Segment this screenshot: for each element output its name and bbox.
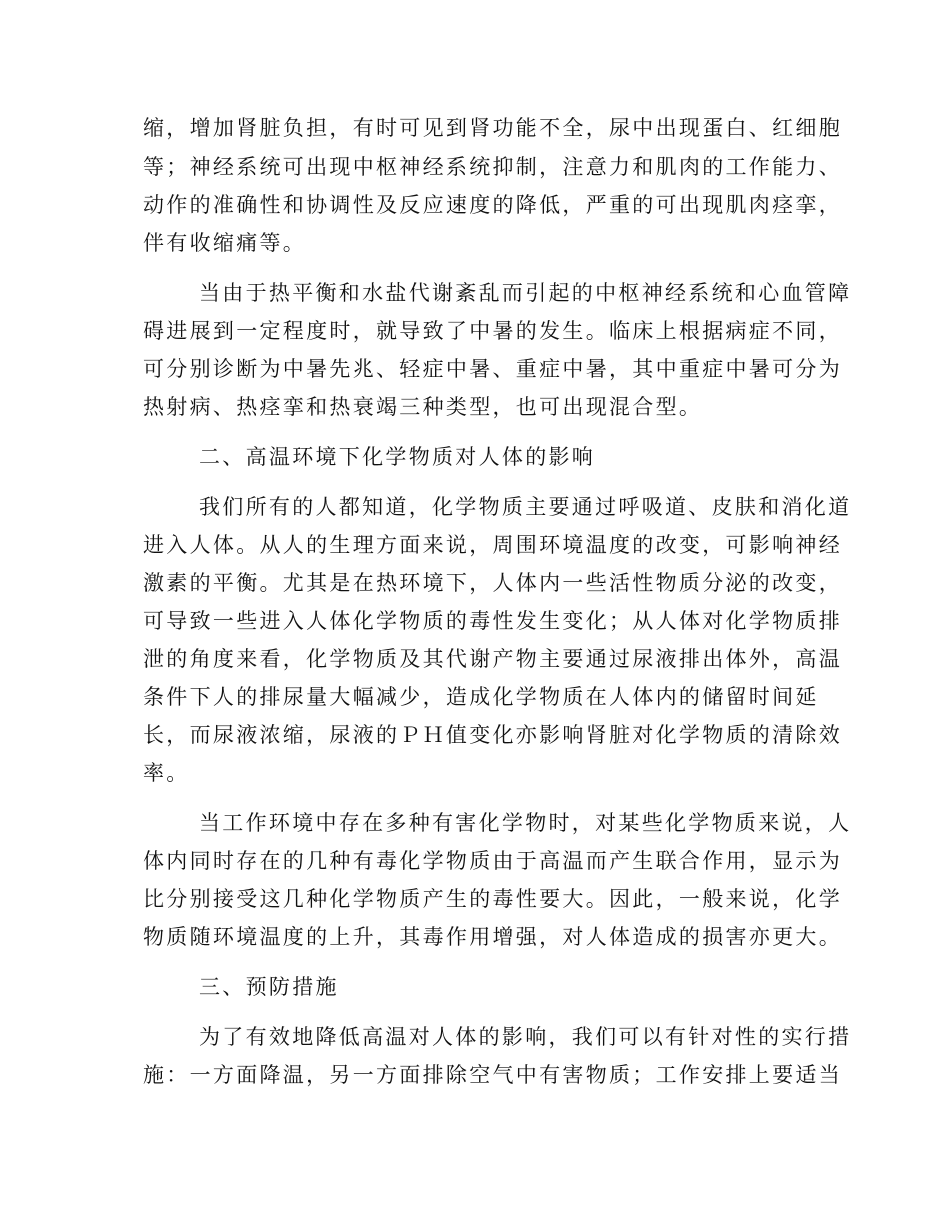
text-line: 长，而尿液浓缩，尿液的ＰＨ值变化亦影响肾脏对化学物质的清除效: [143, 723, 842, 747]
text-line: 施：一方面降温，另一方面排除空气中有害物质；工作安排上要适当: [143, 1063, 842, 1087]
text-line: 率。: [143, 761, 190, 785]
text-line: 比分别接受这几种化学物质产生的毒性要大。因此，一般来说，化学: [143, 887, 842, 911]
text-line: 碍进展到一定程度时，就导致了中暑的发生。临床上根据病症不同，: [143, 319, 842, 343]
text-line: 缩，增加肾脏负担，有时可见到肾功能不全，尿中出现蛋白、红细胞: [143, 116, 842, 140]
text-line: 当由于热平衡和水盐代谢紊乱而引起的中枢神经系统和心血管障: [199, 281, 852, 305]
text-line: 体内同时存在的几种有毒化学物质由于高温而产生联合作用，显示为: [143, 849, 842, 873]
section-heading: 三、预防措施: [199, 975, 339, 999]
text-line: 条件下人的排尿量大幅减少，造成化学物质在人体内的储留时间延: [143, 685, 819, 709]
text-line: 等；神经系统可出现中枢神经系统抑制，注意力和肌肉的工作能力、: [143, 155, 842, 179]
text-line: 物质随环境温度的上升，其毒作用增强，对人体造成的损害亦更大。: [143, 925, 842, 949]
text-line: 伴有收缩痛等。: [143, 231, 307, 255]
text-line: 当工作环境中存在多种有害化学物时，对某些化学物质来说，人: [199, 811, 852, 835]
text-line: 动作的准确性和协调性及反应速度的降低，严重的可出现肌肉痉挛，: [143, 193, 842, 217]
text-line: 可导致一些进入人体化学物质的毒性发生变化；从人体对化学物质排: [143, 609, 842, 633]
text-line: 我们所有的人都知道，化学物质主要通过呼吸道、皮肤和消化道: [199, 495, 852, 519]
text-line: 为了有效地降低高温对人体的影响，我们可以有针对性的实行措: [199, 1025, 852, 1049]
section-heading: 二、高温环境下化学物质对人体的影响: [199, 445, 596, 469]
text-line: 泄的角度来看，化学物质及其代谢产物主要通过尿液排出体外，高温: [143, 647, 842, 671]
text-line: 热射病、热痉挛和热衰竭三种类型，也可出现混合型。: [143, 395, 703, 419]
text-line: 进入人体。从人的生理方面来说，周围环境温度的改变，可影响神经: [143, 533, 842, 557]
text-line: 激素的平衡。尤其是在热环境下，人体内一些活性物质分泌的改变，: [143, 571, 842, 595]
text-line: 可分别诊断为中暑先兆、轻症中暑、重症中暑，其中重症中暑可分为: [143, 357, 842, 381]
